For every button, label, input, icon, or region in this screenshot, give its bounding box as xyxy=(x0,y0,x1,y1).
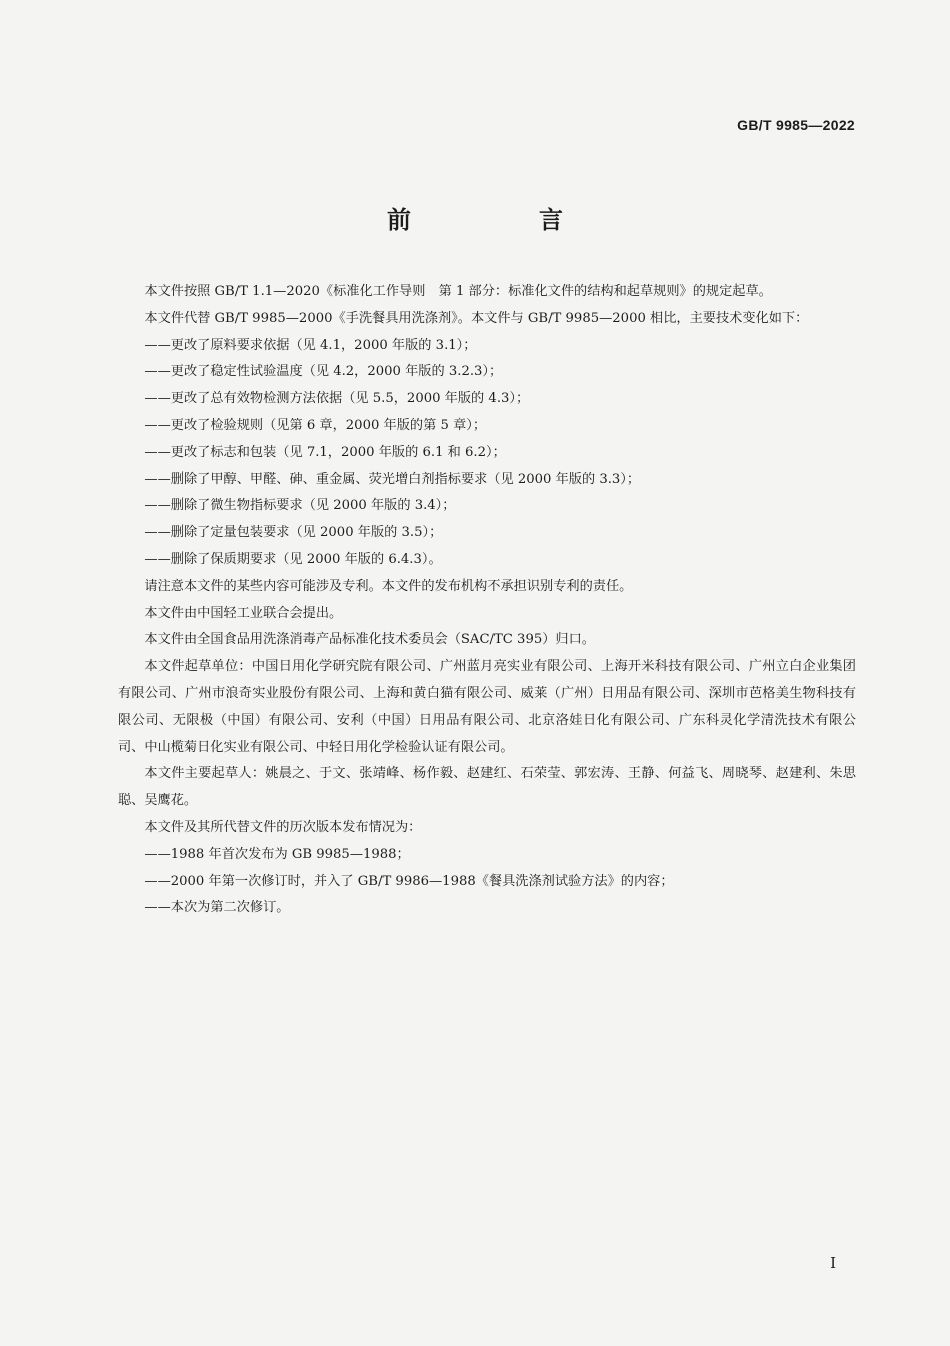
foreword-body xyxy=(118,279,856,922)
page-number: I xyxy=(830,1254,836,1272)
change-item: ——删除了定量包装要求（见 2000 年版的 3.5）； xyxy=(144,525,443,541)
history-item: ——本次为第二次修订。 xyxy=(144,900,290,916)
paragraph: 请注意本文件的某些内容可能涉及专利。本文件的发布机构不承担识别专利的责任。 xyxy=(144,578,633,594)
change-item: ——更改了原料要求依据（见 4.1，2000 年版的 3.1）； xyxy=(144,337,477,353)
change-item: ——删除了微生物指标要求（见 2000 年版的 3.4）； xyxy=(144,498,456,514)
paragraph: 本文件代替 GB/T 9985—2000《手洗餐具用洗涤剂》。本文件与 GB/T 9985—2000 相比，主要技术变化如下： xyxy=(144,310,809,326)
paragraph: 本文件按照 GB/T 1.1—2020《标准化工作导则 第 1 部分：标准化文件的结构和起草规则》的规定起草。 xyxy=(144,284,772,299)
paragraph: 本文件由全国食品用洗涤消毒产品标准化技术委员会（SAC/TC 395）归口。 xyxy=(144,632,595,648)
paragraph: 本文件由中国轻工业联合会提出。 xyxy=(144,605,343,621)
change-item: ——更改了标志和包装（见 7.1，2000 年版的 6.1 和 6.2）； xyxy=(144,444,506,460)
paragraph: 本文件主要起草人：姚晨之、于文、张靖峰、杨作毅、赵建红、石荣莹、郭宏涛、王静、何益飞、周晓琴、赵建利、朱思聪、吴鹰花。 xyxy=(118,766,856,809)
change-item: ——删除了甲醇、甲醛、砷、重金属、荧光增白剂指标要求（见 2000 年版的 3.3）； xyxy=(144,471,641,487)
paragraph: 本文件起草单位：中国日用化学研究院有限公司、广州蓝月亮实业有限公司、上海开米科技有限公司、广州立白企业集团有限公司、广州市浪奇实业股份有限公司、上海和黄白猫有限公司、威莱（广州）日用品有限公司、深圳市芭格美生物科技有限公司、无限极（中国）有限公司、安利（中国）日用品有限公司、北京洛娃日化有限公司、广东科灵化学清洗技术有限公司、中山榄菊日化实业有限公司、中轻日用化学检验认证有限公司。 xyxy=(118,659,856,755)
history-item: ——1988 年首次发布为 GB 9985—1988； xyxy=(144,846,410,862)
change-item: ——更改了检验规则（见第 6 章，2000 年版的第 5 章）； xyxy=(144,417,487,433)
change-item: ——更改了稳定性试验温度（见 4.2，2000 年版的 3.2.3）； xyxy=(144,364,503,380)
history-item: ——2000 年第一次修订时，并入了 GB/T 9986—1988《餐具洗涤剂试验方法》的内容； xyxy=(144,873,674,889)
paragraph: 本文件及其所代替文件的历次版本发布情况为： xyxy=(144,819,422,835)
change-item: ——更改了总有效物检测方法依据（见 5.5，2000 年版的 4.3）； xyxy=(144,391,530,407)
change-item: ——删除了保质期要求（见 2000 年版的 6.4.3）。 xyxy=(144,551,442,567)
standard-code: GB/T 9985—2022 xyxy=(737,117,855,133)
page-title: 前 言 xyxy=(387,206,615,234)
